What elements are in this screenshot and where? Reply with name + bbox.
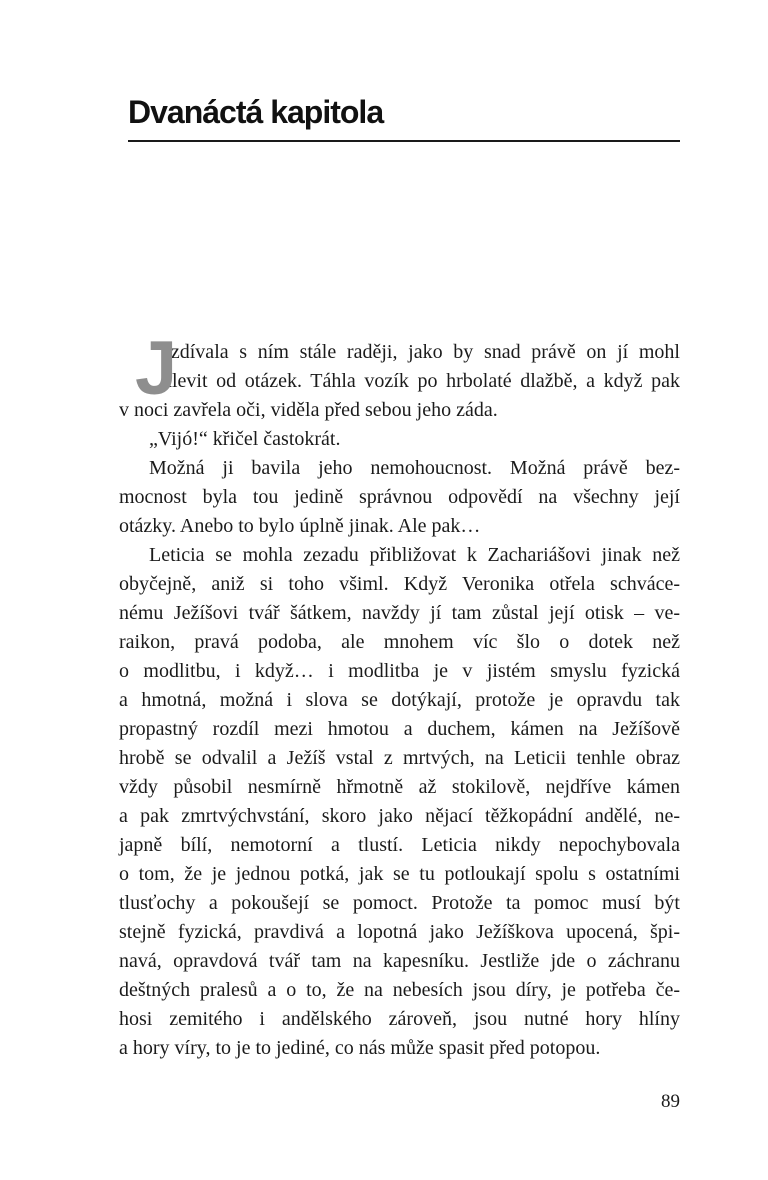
text-line: Možná ji bavila jeho nemohoucnost. Možná právě bez- xyxy=(149,457,680,479)
heading-rule xyxy=(128,140,680,142)
text-line: obyčejně, aniž si toho všiml. Když Veronika otřela schváce- xyxy=(119,573,680,595)
text-line: otázky. Anebo to bylo úplně jinak. Ale pak… xyxy=(119,515,481,537)
text-line: hosi zemitého i andělského zároveň, jsou nutné hory hlíny xyxy=(119,1008,680,1030)
chapter-title: Dvanáctá kapitola xyxy=(128,94,384,130)
text-line: ezdívala s ním stále raději, jako by snad právě on jí mohl xyxy=(162,341,680,363)
text-line: v noci zavřela oči, viděla před sebou jeho záda. xyxy=(119,399,498,421)
text-line: tlusťochy a pokoušejí se pomoct. Protože ta pomoc musí být xyxy=(119,892,680,914)
text-line: Leticia se mohla zezadu přibližovat k Zachariášovi jinak než xyxy=(149,544,680,566)
text-line: deštných pralesů a o to, že na nebesích jsou díry, je potřeba če- xyxy=(119,979,680,1001)
text-line: nému Ježíšovi tvář šátkem, navždy jí tam zůstal její otisk – ve- xyxy=(119,602,680,624)
text-line: japně bílí, nemotorní a tlustí. Leticia nikdy nepochybovala xyxy=(119,834,680,856)
text-line: „Vijó!“ křičel častokrát. xyxy=(149,428,341,450)
text-line: navá, opravdová tvář tam na kapesníku. Jestliže jde o záchranu xyxy=(119,950,680,972)
text-line: mocnost byla tou jedině správnou odpovědí na všechny její xyxy=(119,486,680,508)
text-lines xyxy=(119,338,680,1063)
chapter-heading xyxy=(128,94,680,131)
body-text xyxy=(119,326,680,1063)
text-line: vždy působil nesmírně hřmotně až stokilově, nejdříve kámen xyxy=(119,776,680,798)
text-line: a hmotná, možná i slova se dotýkají, protože je opravdu tak xyxy=(119,689,680,711)
text-line: o tom, že je jednou potká, jak se tu potloukají spolu s ostatními xyxy=(119,863,680,885)
text-line: raikon, pravá podoba, ale mnohem víc šlo o dotek než xyxy=(119,631,680,653)
text-line: stejně fyzická, pravdivá a lopotná jako Ježíškova upocená, špi- xyxy=(119,921,680,943)
drop-cap: J xyxy=(135,326,178,411)
text-line: hrobě se odvalil a Ježíš vstal z mrtvých, na Leticii tenhle obraz xyxy=(119,747,680,769)
text-line: o modlitbu, i když… i modlitba je v jistém smyslu fyzická xyxy=(119,660,680,682)
text-line: a pak zmrtvýchvstání, skoro jako nějací těžkopádní andělé, ne- xyxy=(119,805,680,827)
page-number: 89 xyxy=(661,1091,680,1112)
text-line: ulevit od otázek. Táhla vozík po hrbolaté dlažbě, a když pak xyxy=(162,370,680,392)
text-line: propastný rozdíl mezi hmotou a duchem, kámen na Ježíšově xyxy=(119,718,680,740)
text-line: a hory víry, to je to jediné, co nás může spasit před potopou. xyxy=(119,1037,601,1059)
